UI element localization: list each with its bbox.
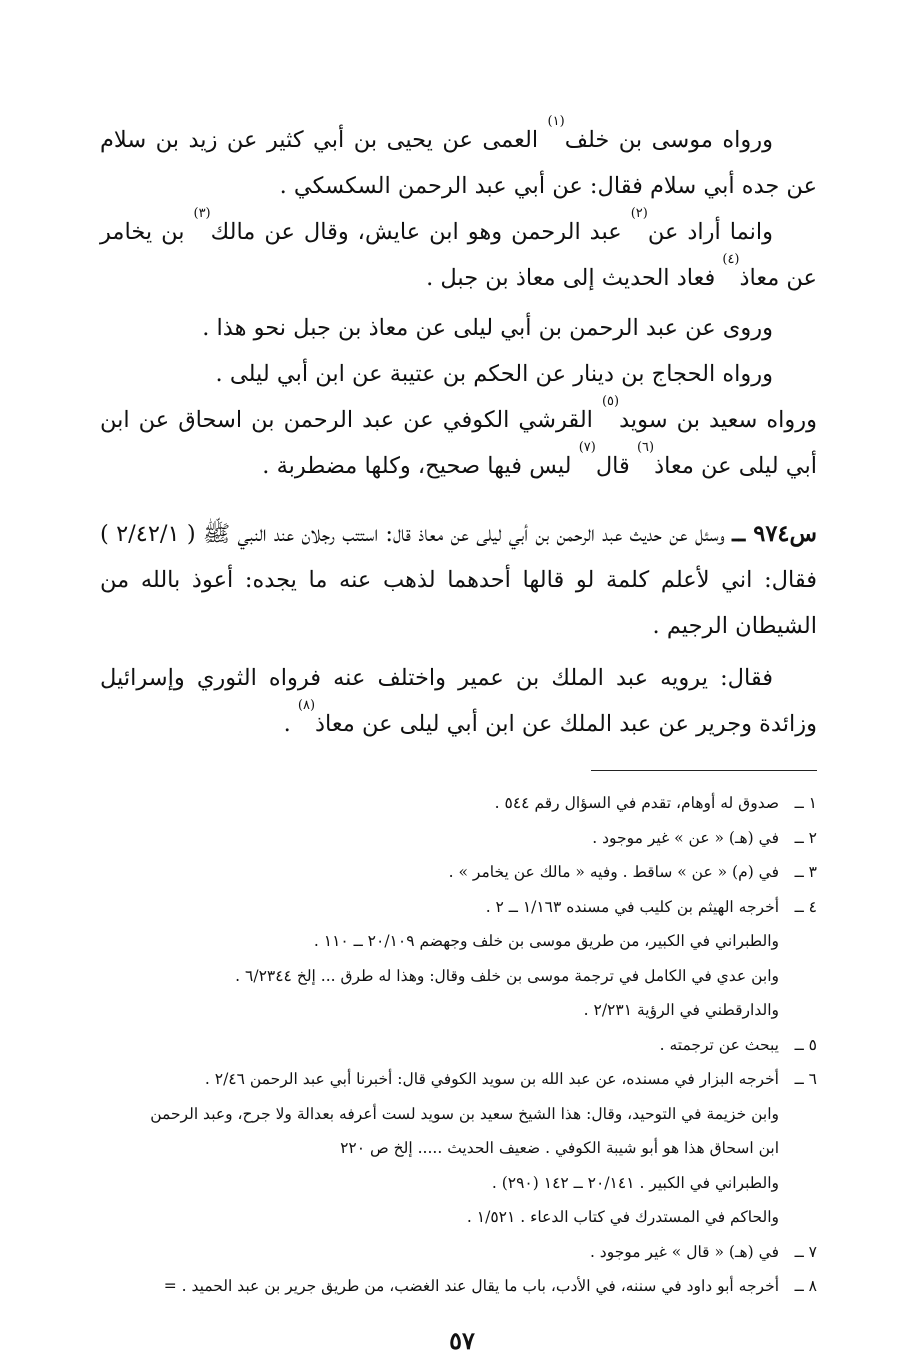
- paragraph: [100, 305, 817, 351]
- footnote-number: ٦ ــ: [794, 1070, 817, 1088]
- footnote-continuation: وابن عدي في الكامل في ترجمة موسى بن خلف وقال: وهذا له طرق ... إلخ ٦/٢٣٤٤ .: [235, 966, 779, 985]
- footnote-number: ٣ ــ: [794, 863, 817, 881]
- footnote-continuation: ابن اسحاق هذا هو أبو شيبة الكوفي . ضعيف الحديث ..... إلخ ص ٢٢٠: [340, 1139, 779, 1157]
- footnote: [92, 821, 817, 856]
- footnote-text: يبحث عن ترجمته .: [659, 1035, 779, 1054]
- footnote-number: ٨ ــ: [794, 1277, 817, 1295]
- text-segment: ورواه موسى بن خلف: [564, 127, 773, 153]
- footnote: [92, 1235, 817, 1270]
- text-segment: وانما أراد عن: [647, 219, 773, 245]
- footnotes: [92, 786, 817, 1304]
- footnote-text: أخرجه أبو داود في سننه، في الأدب، باب ما يقال عند الغضب، من طريق جرير بن عبد الحميد . =: [163, 1277, 779, 1295]
- footnote: [92, 855, 817, 890]
- main-text: [100, 114, 817, 747]
- text-segment: عبد الرحمن وهو ابن عايش، وقال عن مالك: [210, 219, 631, 245]
- text-segment: فقال: يرويه عبد الملك بن عمير واختلف عنه فرواه الثوري وإسرائيل وزائدة وجرير عن عبد الملك عن ابن أبي ليلى عن معاذ: [100, 665, 817, 737]
- paragraph: [100, 114, 817, 209]
- footnote-marker: (١): [547, 114, 565, 129]
- paragraph: [100, 351, 817, 397]
- footnote-separator: [591, 770, 817, 771]
- question-paragraph: [100, 511, 817, 649]
- paragraph: [100, 206, 817, 301]
- footnote-number: ٥ ــ: [794, 1035, 817, 1054]
- text-segment: قال: [595, 453, 637, 479]
- footnote-number: ٧ ــ: [794, 1242, 817, 1261]
- footnote-text: في (هـ) « عن » غير موجود .: [592, 828, 779, 847]
- question-number: س٩٧٤ ــ: [732, 521, 817, 547]
- text-segment: .: [283, 711, 298, 737]
- text-segment: ورواه الحجاج بن دينار عن الحكم بن عتيبة عن ابن أبي ليلى .: [215, 361, 773, 387]
- footnote-text: أخرجه البزار في مسنده، عن عبد الله بن سويد الكوفي قال: أخبرنا أبي عبد الرحمن ٢/٤٦ .: [204, 1070, 779, 1088]
- footnote-marker: (٧): [578, 440, 596, 455]
- text-segment: ليس فيها صحيح، وكلها مضطربة .: [262, 453, 579, 479]
- footnote-number: ١ ــ: [794, 794, 817, 812]
- footnote-continuation: والطبراني في الكبير . ٢٠/١٤١ ــ ١٤٢ (٢٩٠) .: [491, 1173, 779, 1192]
- text-segment: القرشي الكوفي عن عبد الرحمن بن اسحاق عن ابن أبي ليلى عن معاذ: [100, 407, 817, 479]
- footnote-continuation: وابن خزيمة في التوحيد، وقال: هذا الشيخ سعيد بن سويد لست أعرفه بعدالة ولا جرح، وعبد الرحمن: [150, 1104, 779, 1123]
- text-segment: العمى عن يحيى بن أبي كثير عن زيد بن سلام عن جده أبي سلام فقال: عن أبي عبد الرحمن السكسكي .: [100, 127, 817, 199]
- text-segment: بن يخامر عن معاذ: [100, 219, 817, 291]
- text-segment: ورواه سعيد بن سويد: [619, 407, 817, 433]
- footnote-text: في (هـ) « قال » غير موجود .: [589, 1242, 779, 1261]
- footnote: [92, 1062, 817, 1097]
- footnote-text: صدوق له أوهام، تقدم في السؤال رقم ٥٤٤ .: [494, 794, 779, 812]
- footnote-text: في (م) « عن » ساقط . وفيه « مالك عن يخامر » .: [448, 863, 779, 881]
- footnote-marker: (٥): [601, 394, 620, 409]
- footnote-marker: (٤): [722, 252, 740, 267]
- footnote-continuation: والطبراني في الكبير، من طريق موسى بن خلف وجهضم ٢٠/١٠٩ ــ ١١٠ .: [313, 932, 779, 950]
- footnote-number: ٢ ــ: [794, 828, 817, 847]
- footnote-continuation: والحاكم في المستدرك في كتاب الدعاء . ١/٥٢١ .: [466, 1208, 779, 1226]
- text-segment: وروى عن عبد الرحمن بن أبي ليلى عن معاذ بن جبل نحو هذا .: [202, 315, 773, 341]
- footnote: [92, 1269, 817, 1304]
- text-segment: فعاد الحديث إلى معاذ بن جبل .: [426, 265, 723, 291]
- footnote-marker: (٨): [297, 698, 316, 713]
- paragraph: [100, 655, 817, 747]
- footnote: [92, 890, 817, 925]
- footnote-number: ٤ ــ: [794, 897, 817, 916]
- footnote: [92, 1028, 817, 1063]
- footnote-marker: (٢): [630, 206, 648, 221]
- footnote-text: أخرجه الهيثم بن كليب في مسنده ١/١٦٣ ــ ٢ .: [485, 897, 779, 916]
- footnote: [92, 786, 817, 821]
- paragraph: [100, 394, 817, 489]
- footnote-marker: (٣): [193, 206, 211, 221]
- footnote-continuation: والدارقطني في الرؤية ٢/٢٣١ .: [583, 1001, 779, 1019]
- text-segment: وسئل عن حديث عبد الرحمن بن أبي ليلى عن معاذ قال: استتب رجلان عند النبي ﷺ ( ٢/٤٢/١ ) فقال: اني لأعلم كلمة لو قالها أحدهما لذهب عنه ما يجده: أعوذ بالله من الشيطان الرجيم .: [100, 521, 817, 639]
- footnote-marker: (٦): [636, 440, 655, 455]
- page-number: ٥٧: [449, 1326, 475, 1355]
